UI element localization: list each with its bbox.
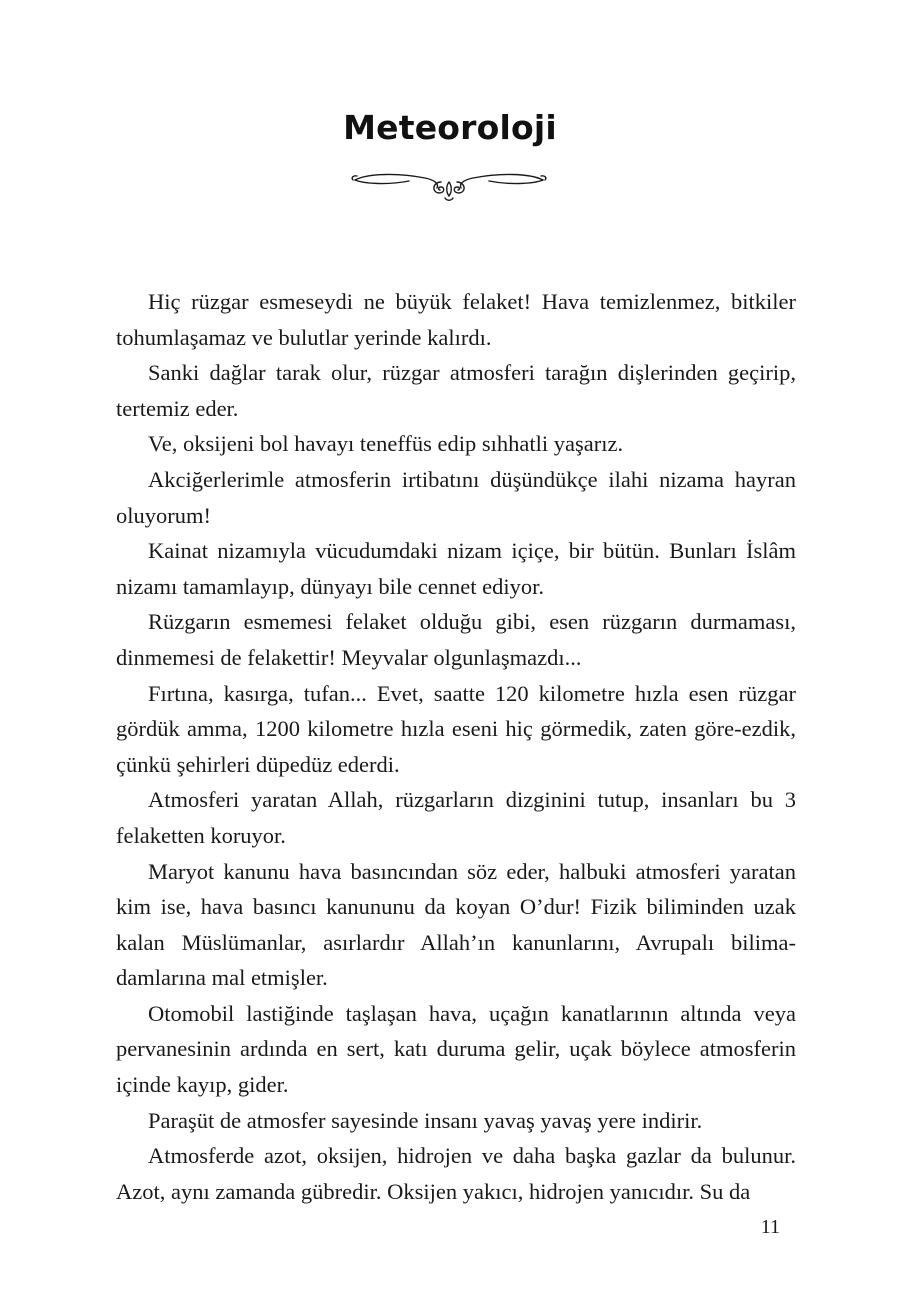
body-text bbox=[116, 284, 796, 1209]
paragraph: Atmosferde azot, oksijen, hidrojen ve daha başka gazlar da bulunur. Azot, aynı zamanda gübredir. Oksijen yakıcı, hidrojen yanıcıdır. Su da bbox=[116, 1143, 796, 1204]
page-number: 11 bbox=[760, 1216, 780, 1238]
paragraph: Akciğerlerimle atmosferin irtibatını düşündükçe ilahi nizama hayran oluyorum! bbox=[116, 466, 796, 528]
paragraph: Ve, oksijeni bol havayı teneffüs edip sıhhatli yaşarız. bbox=[148, 431, 624, 457]
paragraph: Fırtına, kasırga, tufan... Evet, saatte 120 kilometre hızla esen rüzgar gördük amma, 1200 kilometre hızla eseni hiç görmedik, zaten göre-ezdik, çünkü şehirleri düpedüz ederdi. bbox=[116, 680, 796, 777]
paragraph: Paraşüt de atmosfer sayesinde insanı yavaş yavaş yere indirir. bbox=[148, 1107, 703, 1133]
flourish-divider-icon bbox=[349, 160, 549, 204]
paragraph: Maryot kanunu hava basıncından söz eder, halbuki atmosferi yaratan kim ise, hava basıncı kanununu da koyan O’dur! Fizik biliminden uzak kalan Müslümanlar, asırlardır Allah’ın kanunlarını, Avrupalı bilima-damlarına mal etmişler. bbox=[116, 858, 796, 991]
paragraph: Hiç rüzgar esmeseydi ne büyük felaket! Hava temizlenmez, bitkiler tohumlaşamaz ve bulutlar yerinde kalırdı. bbox=[116, 289, 796, 350]
paragraph: Sanki dağlar tarak olur, rüzgar atmosferi tarağın dişlerinden geçirip, tertemiz eder. bbox=[116, 360, 796, 421]
chapter-title: Meteoroloji bbox=[343, 108, 557, 147]
paragraph: Kainat nizamıyla vücudumdaki nizam içiçe, bir bütün. Bunları İslâm nizamı tamamlayıp, dünyayı bile cennet ediyor. bbox=[116, 538, 796, 599]
paragraph: Otomobil lastiğinde taşlaşan hava, uçağın kanatlarının altında veya pervanesinin ardında en sert, katı duruma gelir, uçak böylece atmosferin içinde kayıp, gider. bbox=[116, 1000, 796, 1098]
paragraph: Rüzgarın esmemesi felaket olduğu gibi, esen rüzgarın durmaması, dinmemesi de felakettir! Meyvalar olgunlaşmazdı... bbox=[116, 609, 796, 670]
paragraph: Atmosferi yaratan Allah, rüzgarların dizginini tutup, insanları bu 3 felaketten koruyor. bbox=[116, 787, 796, 848]
